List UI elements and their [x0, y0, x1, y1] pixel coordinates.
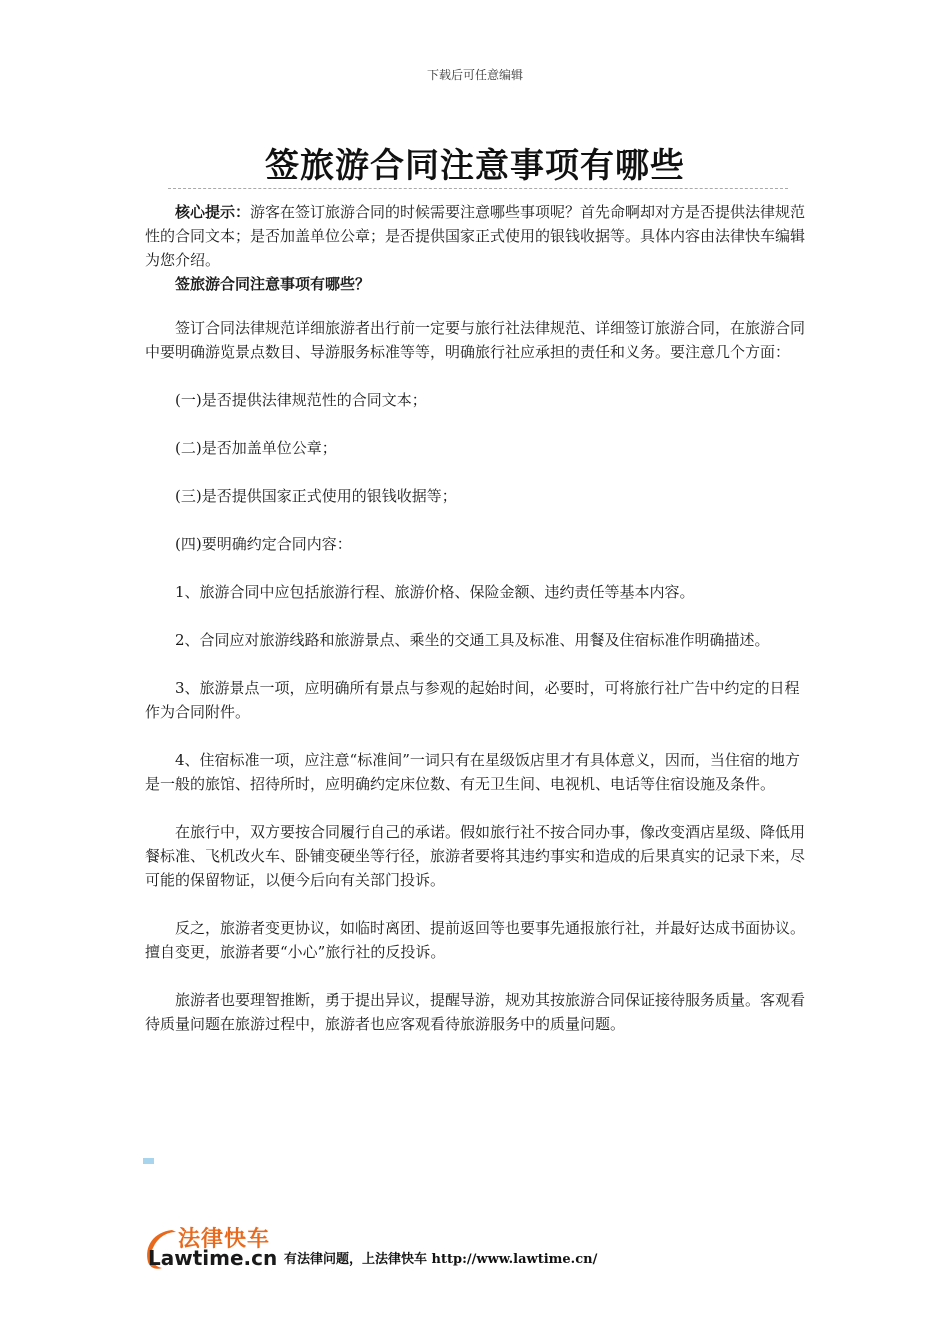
page-title: 签旅游合同注意事项有哪些: [265, 146, 685, 186]
list-item: (一)是否提供法律规范性的合同文本；: [175, 391, 427, 409]
numbered-item: 4、住宿标准一项，应注意“标准间”一词只有在星级饭店里才有具体意义，因而，当住宿的地方是一般的旅馆、招待所时，应明确约定床位数、有无卫生间、电视机、电话等住宿设施及条件。: [145, 751, 800, 793]
lawtime-logo[interactable]: [142, 1222, 282, 1272]
intro-text: 游客在签订旅游合同的时候需要注意哪些事项呢？首先命啊却对方是否提供法律规范性的合同文本；是否加盖单位公章；是否提供国家正式使用的银钱收据等。具体内容由法律快车编辑为您介绍。: [145, 203, 806, 269]
footer: [142, 1222, 742, 1272]
intro-paragraph: [145, 200, 807, 272]
title-divider: [168, 188, 788, 189]
paragraph: 反之，旅游者变更协议，如临时离团、提前返回等也要事先通报旅行社，并最好达成书面协议。擅自变更，旅游者要“小心”旅行社的反投诉。: [145, 919, 806, 961]
numbered-item: 1、旅游合同中应包括旅游行程、旅游价格、保险金额、违约责任等基本内容。: [175, 583, 695, 601]
bullet-marker: [143, 1158, 154, 1164]
list-item: (四)要明确约定合同内容：: [175, 535, 352, 553]
list-item: (二)是否加盖单位公章；: [175, 439, 337, 457]
paragraph: 签订合同法律规范详细旅游者出行前一定要与旅行社法律规范、详细签订旅游合同，在旅游合同中要明确游览景点数目、导游服务标准等等，明确旅行社应承担的责任和义务。要注意几个方面：: [145, 319, 806, 361]
subheading: 签旅游合同注意事项有哪些？: [175, 275, 371, 293]
footer-slogan[interactable]: 有法律问题，上法律快车 http://www.lawtime.cn/: [284, 1252, 598, 1267]
numbered-item: 3、旅游景点一项，应明确所有景点与参观的起始时间，必要时，可将旅行社广告中约定的日程作为合同附件。: [145, 679, 800, 721]
numbered-item: 2、合同应对旅游线路和旅游景点、乘坐的交通工具及标准、用餐及住宿标准作明确描述。: [175, 631, 770, 649]
intro-label: 核心提示：: [175, 203, 251, 221]
header-note: 下载后可任意编辑: [426, 68, 523, 82]
list-item: (三)是否提供国家正式使用的银钱收据等；: [175, 487, 457, 505]
logo-text-en: Lawtime.cn: [148, 1246, 278, 1270]
article-body: [145, 200, 807, 1036]
paragraph: 在旅行中，双方要按合同履行自己的承诺。假如旅行社不按合同办事，像改变酒店星级、降低用餐标准、飞机改火车、卧铺变硬坐等行径，旅游者要将其违约事实和造成的后果真实的记录下来，尽可能的保留物证，以便今后向有关部门投诉。: [145, 823, 806, 889]
paragraph: 旅游者也要理智推断，勇于提出异议，提醒导游，规劝其按旅游合同保证接待服务质量。客观看待质量问题在旅游过程中，旅游者也应客观看待旅游服务中的质量问题。: [145, 991, 806, 1033]
logo-text-cn: 法律快车: [178, 1227, 271, 1252]
